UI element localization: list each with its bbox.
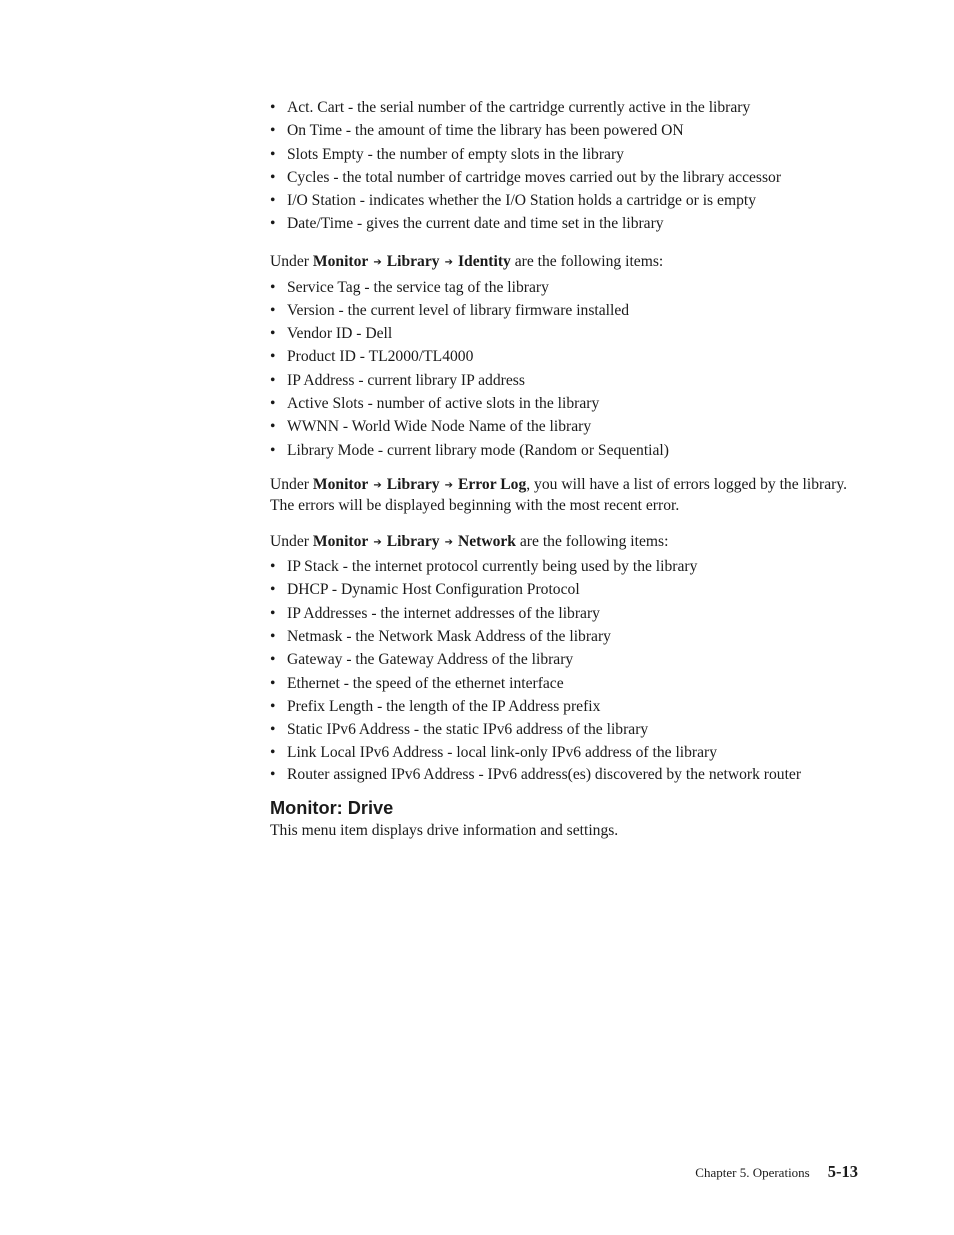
list-item: • Ethernet - the speed of the ethernet interface	[270, 672, 852, 695]
list-item: • Active Slots - number of active slots in the library	[270, 392, 852, 415]
network-items-list	[270, 555, 852, 784]
bullet-icon: •	[270, 395, 276, 413]
bullet-icon: •	[270, 604, 276, 622]
list-item: • Product ID - TL2000/TL4000	[270, 345, 852, 368]
bullet-icon: •	[270, 99, 276, 116]
list-item: • DHCP - Dynamic Host Configuration Protocol	[270, 578, 852, 601]
page-footer	[695, 1162, 858, 1182]
bullet-icon: •	[270, 697, 276, 715]
list-item: • Router assigned IPv6 Address - IPv6 address(es) discovered by the network router	[270, 765, 802, 783]
list-item: • I/O Station - indicates whether the I/O Station holds a cartridge or is empty	[270, 189, 852, 212]
bullet-icon: •	[270, 215, 276, 233]
list-item: • Gateway - the Gateway Address of the library	[270, 648, 852, 671]
network-intro: Under Monitor ➔ Library ➔ Network are the following items:	[270, 532, 669, 550]
list-item: • IP Address - current library IP address	[270, 369, 852, 392]
arrow-right-icon: ➔	[373, 257, 382, 269]
page-number: 5-13	[827, 1162, 858, 1181]
bullet-icon: •	[270, 765, 276, 783]
bullet-icon: •	[270, 278, 276, 296]
bullet-icon: •	[270, 418, 276, 436]
list-item: • Act. Cart - the serial number of the cartridge currently active in the library	[270, 96, 852, 119]
list-item: • IP Stack - the internet protocol currently being used by the library	[270, 555, 852, 578]
list-item: • IP Addresses - the internet addresses of the library	[270, 602, 852, 625]
bullet-icon: •	[270, 558, 276, 576]
arrow-right-icon: ➔	[444, 536, 453, 548]
bullet-icon: •	[270, 674, 276, 692]
bullet-icon: •	[270, 371, 276, 389]
arrow-right-icon: ➔	[444, 257, 453, 269]
list-item: • Service Tag - the service tag of the library	[270, 276, 852, 299]
list-item: • Slots Empty - the number of empty slots in the library	[270, 143, 852, 166]
bullet-icon: •	[270, 168, 276, 186]
bullet-icon: •	[270, 651, 276, 669]
list-item: • Netmask - the Network Mask Address of the library	[270, 625, 852, 648]
bullet-icon: •	[270, 721, 276, 739]
bullet-icon: •	[270, 744, 276, 762]
list-item: • Link Local IPv6 Address - local link-only IPv6 address of the library	[270, 741, 852, 764]
bullet-icon: •	[270, 301, 276, 319]
status-items-list	[270, 96, 852, 236]
list-item: • Vendor ID - Dell	[270, 322, 852, 345]
identity-items-list	[270, 276, 852, 462]
bullet-icon: •	[270, 325, 276, 343]
bullet-icon: •	[270, 627, 276, 645]
bullet-icon: •	[270, 581, 276, 599]
arrow-right-icon: ➔	[373, 480, 382, 492]
list-item: • Static IPv6 Address - the static IPv6 address of the library	[270, 718, 852, 741]
bullet-icon: •	[270, 192, 276, 210]
list-item: • WWNN - World Wide Node Name of the library	[270, 415, 852, 438]
section-body: This menu item displays drive information and settings.	[270, 822, 619, 840]
bullet-icon: •	[270, 145, 276, 163]
list-item: • On Time - the amount of time the library has been powered ON	[270, 119, 852, 142]
arrow-right-icon: ➔	[373, 536, 382, 548]
chapter-label: Chapter 5. Operations	[695, 1165, 810, 1180]
list-item: • Version - the current level of library firmware installed	[270, 299, 852, 322]
bullet-icon: •	[270, 122, 276, 140]
bullet-icon: •	[270, 441, 276, 459]
section-heading: Monitor: Drive	[270, 798, 394, 819]
list-item: • Library Mode - current library mode (Random or Sequential)	[270, 439, 852, 462]
list-item: • Cycles - the total number of cartridge moves carried out by the library accessor	[270, 166, 852, 189]
document-body	[270, 96, 852, 843]
identity-intro: Under Monitor ➔ Library ➔ Identity are the following items:	[270, 253, 664, 271]
arrow-right-icon: ➔	[444, 480, 453, 492]
error-log-paragraph: Under Monitor ➔ Library ➔ Error Log, you will have a list of errors logged by the library. The errors will be displayed beginning with the most recent error.	[270, 476, 847, 514]
list-item: • Prefix Length - the length of the IP Address prefix	[270, 695, 852, 718]
list-item: • Date/Time - gives the current date and time set in the library	[270, 212, 852, 235]
bullet-icon: •	[270, 348, 276, 366]
